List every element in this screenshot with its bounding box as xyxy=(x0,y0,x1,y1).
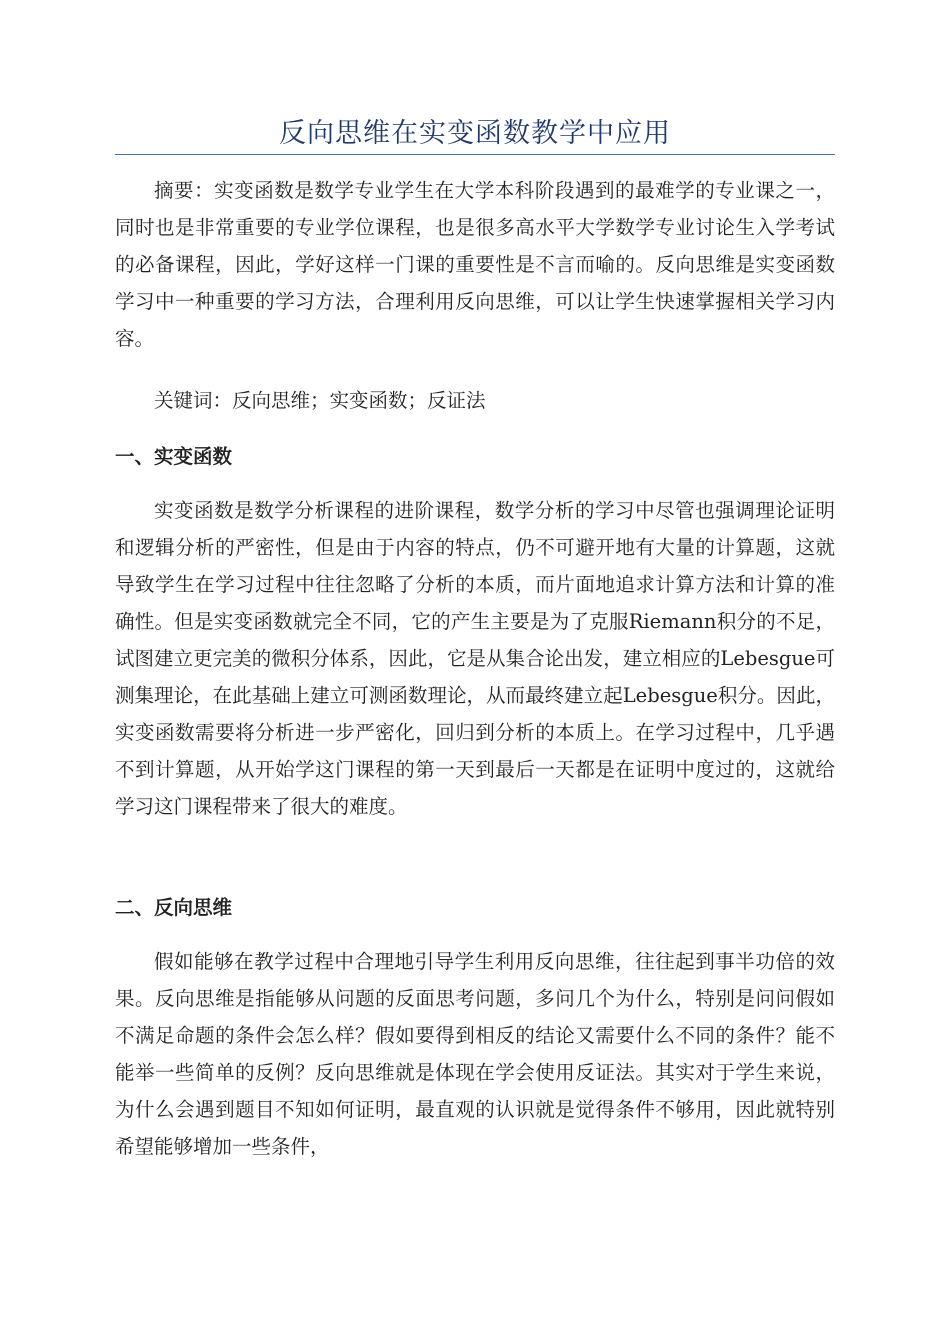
section-1-body: 实变函数是数学分析课程的进阶课程，数学分析的学习中尽管也强调理论证明和逻辑分析的严密性，但是由于内容的特点，仍不可避开地有大量的计算题，这就导致学生在学习过程中往往忽略了分析的本质，而片面地追求计算方法和计算的准确性。但是实变函数就完全不同，它的产生主要是为了克服Riemann积分的不足，试图建立更完美的微积分体系，因此，它是从集合论出发，建立相应的Lebesgue可测集理论，在此基础上建立可测函数理论，从而最终建立起Lebesgue积分。因此，实变函数需要将分析进一步严密化，回归到分析的本质上。在学习过程中，几乎遇不到计算题，从开始学这门课程的第一天到最后一天都是在证明中度过的，这就给学习这门课程带来了很大的难度。 xyxy=(115,499,835,818)
section-1-heading: 一、实变函数 xyxy=(115,445,233,468)
section-2-body: 假如能够在教学过程中合理地引导学生利用反向思维，往往起到事半功倍的效果。反向思维是指能够从问题的反面思考问题，多问几个为什么，特别是问问假如不满足命题的条件会怎么样？假如要得到相反的结论又需要什么不同的条件？能不能举一些简单的反例？反向思维就是体现在学会使用反证法。其实对于学生来说，为什么会遇到题目不知如何证明，最直观的认识就是觉得条件不够用，因此就特别希望能够增加一些条件， xyxy=(115,950,835,1158)
keywords-line: 关键词：反向思维；实变函数；反证法 xyxy=(154,389,486,412)
title-underline xyxy=(115,154,835,155)
document-page xyxy=(115,0,835,1344)
abstract-paragraph: 摘要：实变函数是数学专业学生在大学本科阶段遇到的最难学的专业课之一，同时也是非常重要的专业学位课程，也是很多高水平大学数学专业讨论生入学考试的必备课程，因此，学好这样一门课的重要性是不言而喻的。反向思维是实变函数学习中一种重要的学习方法，合理利用反向思维，可以让学生快速掌握相关学习内容。 xyxy=(115,179,835,350)
document-title: 反向思维在实变函数教学中应用 xyxy=(279,118,671,149)
section-2-heading: 二、反向思维 xyxy=(115,896,233,919)
